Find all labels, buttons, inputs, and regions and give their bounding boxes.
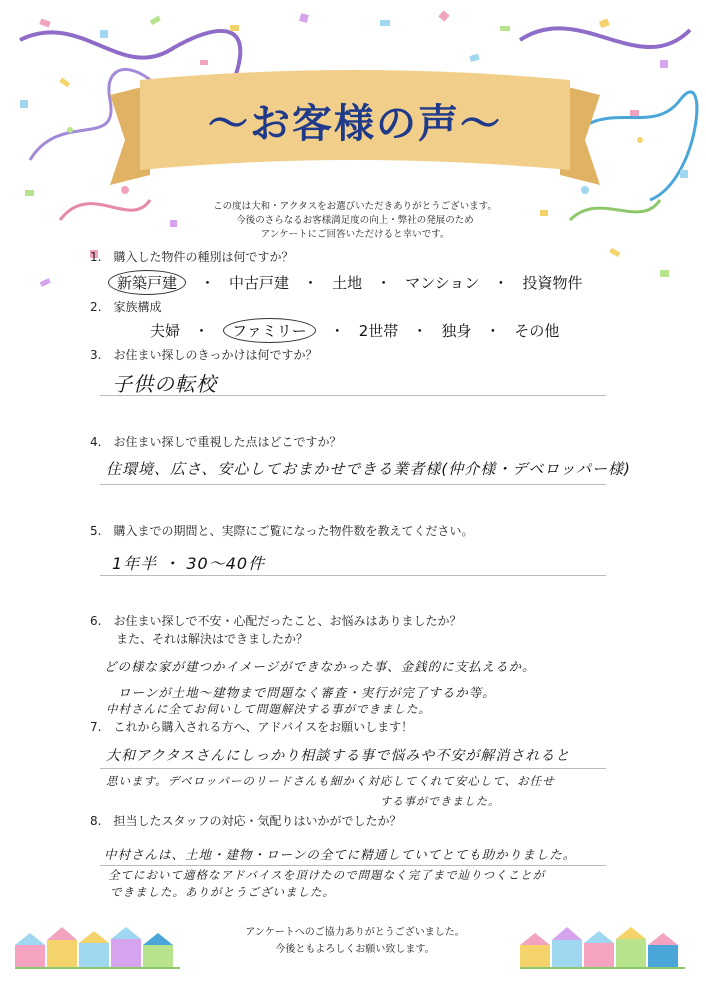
option: マンション bbox=[405, 274, 480, 292]
intro-line: アンケートにご回答いただけると幸いです。 bbox=[260, 229, 450, 240]
option: 土地 bbox=[332, 274, 363, 292]
question-3-label: 3. お住まい探しのきっかけは何ですか？ bbox=[90, 348, 318, 362]
page-title: ～お客様の声～ bbox=[208, 100, 502, 147]
option-selected: 新築戸建 bbox=[108, 270, 186, 295]
option: その他 bbox=[514, 322, 560, 340]
answer-5: 1年半 ・ 30～40件 bbox=[112, 554, 266, 573]
houses-left-decoration bbox=[15, 925, 185, 970]
footer-line: アンケートへのご協力ありがとうございました。 bbox=[245, 927, 465, 938]
question-2-label: 2. 家族構成 bbox=[90, 300, 162, 314]
intro-line: この度は大和・アクタスをお選びいただきありがとうございます。 bbox=[213, 201, 497, 212]
option: 中古戸建 bbox=[229, 274, 290, 292]
answer-6-line: 中村さんに全てお伺いして問題解決する事ができました。 bbox=[106, 702, 431, 716]
intro-line: 今後のさらなるお客様満足度の向上・弊社の発展のため bbox=[236, 215, 474, 226]
answer-8-line: 中村さんは、土地・建物・ローンの全てに精通していてとても助かりました。 bbox=[104, 847, 577, 862]
answer-4: 住環境、広さ、安心しておまかせできる業者様(仲介様・デベロッパー様) bbox=[106, 460, 631, 478]
question-5-label: 5. 購入までの期間と、実際にご覧になった物件数を教えてください。 bbox=[90, 524, 474, 538]
answer-8-line: できました。ありがとうございました。 bbox=[110, 885, 335, 899]
answer-line bbox=[100, 768, 606, 769]
answer-7-line: 大和アクタスさんにしっかり相談する事で悩みや不安が解消されると bbox=[106, 748, 571, 764]
houses-right-decoration bbox=[520, 925, 690, 970]
footer-line: 今後ともよろしくお願い致します。 bbox=[275, 944, 435, 955]
answer-line bbox=[100, 395, 606, 396]
question-8-label: 8. 担当したスタッフの対応・気配りはいかがでしたか？ bbox=[90, 814, 402, 828]
option: 夫婦 bbox=[150, 322, 181, 340]
answer-8-line: 全てにおいて適格なアドバイスを頂けたので問題なく完了まで辿りつくことが bbox=[108, 868, 546, 882]
intro-text bbox=[150, 200, 560, 242]
question-1-label: 1. 購入した物件の種別は何ですか？ bbox=[90, 250, 294, 264]
question-6-label: 6. お住まい探しで不安・心配だったこと、お悩みはありましたか？ bbox=[90, 614, 462, 628]
answer-line bbox=[100, 575, 606, 576]
question-6-sublabel: また、それは解決はできましたか？ bbox=[116, 632, 309, 646]
question-1-options: 新築戸建 ・ 中古戸建 ・ 土地 ・ マンション ・ 投資物件 bbox=[108, 270, 582, 295]
footer-text bbox=[190, 924, 520, 958]
answer-line bbox=[100, 865, 606, 866]
option: 投資物件 bbox=[522, 274, 583, 292]
option: 独身 bbox=[441, 322, 472, 340]
answer-7-line: する事ができました。 bbox=[380, 795, 500, 808]
option-selected: ファミリー bbox=[223, 318, 316, 343]
answer-7-line: 思います。デベロッパーのリードさんも細かく対応してくれて安心して、お任せ bbox=[106, 774, 555, 788]
option: 2世帯 bbox=[358, 322, 399, 340]
question-7-label: 7. これから購入される方へ、アドバイスをお願いします！ bbox=[90, 720, 414, 734]
question-4-label: 4. お住まい探しで重視した点はどこですか？ bbox=[90, 435, 342, 449]
answer-6-line: どの様な家が建つかイメージができなかった事、金銭的に支払えるか。 bbox=[104, 659, 536, 674]
answer-line bbox=[100, 484, 606, 485]
answer-6-line: ローンが土地～建物まで問題なく審査・実行が完了するか等。 bbox=[118, 685, 496, 700]
question-2-options: 夫婦 ・ ファミリー ・ 2世帯 ・ 独身 ・ その他 bbox=[150, 318, 559, 343]
answer-3: 子供の転校 bbox=[112, 372, 217, 396]
